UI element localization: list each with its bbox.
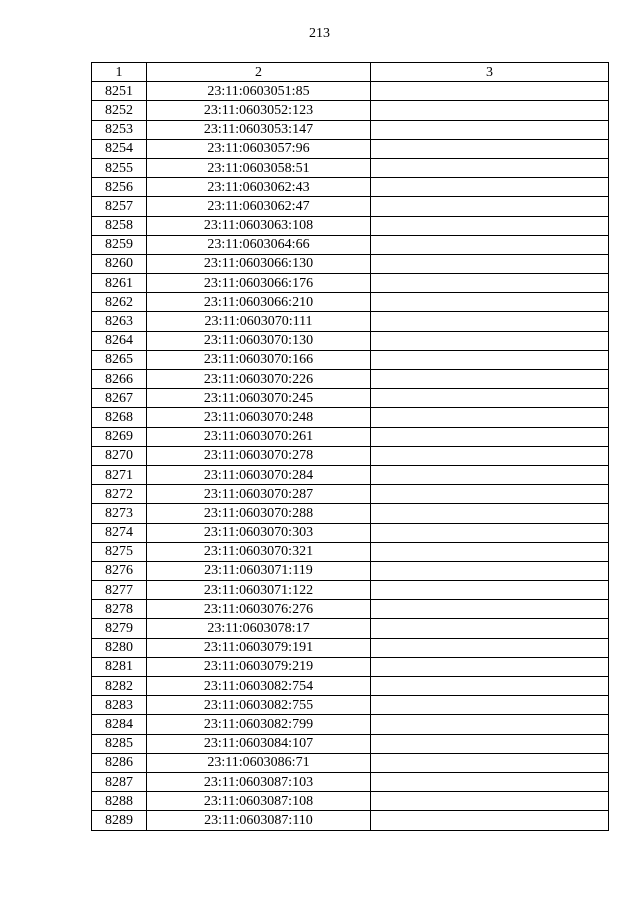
table-row [92,792,609,811]
table-row [92,600,609,619]
cadastral-number-cell: 23:11:0603084:107 [147,734,371,753]
row-number-cell: 8255 [92,158,147,177]
row-number-cell: 8253 [92,120,147,139]
note-cell [371,350,609,369]
row-number-cell: 8260 [92,254,147,273]
note-cell [371,696,609,715]
row-number-cell: 8267 [92,389,147,408]
note-cell [371,561,609,580]
table-row [92,619,609,638]
header-row [92,63,609,82]
cadastral-number-cell: 23:11:0603051:85 [147,82,371,101]
cadastral-number-cell: 23:11:0603070:226 [147,370,371,389]
table-row [92,715,609,734]
row-number-cell: 8268 [92,408,147,427]
row-number-cell: 8259 [92,235,147,254]
note-cell [371,465,609,484]
row-number-cell: 8277 [92,581,147,600]
note-cell [371,254,609,273]
cadastral-number-cell: 23:11:0603071:122 [147,581,371,600]
row-number-cell: 8262 [92,293,147,312]
cadastral-number-cell: 23:11:0603082:754 [147,677,371,696]
note-cell [371,158,609,177]
row-number-cell: 8266 [92,370,147,389]
cadastral-number-cell: 23:11:0603070:284 [147,465,371,484]
row-number-cell: 8276 [92,561,147,580]
cadastral-number-cell: 23:11:0603066:210 [147,293,371,312]
note-cell [371,638,609,657]
cadastral-number-cell: 23:11:0603087:103 [147,772,371,791]
table-row [92,139,609,158]
row-number-cell: 8289 [92,811,147,830]
table-row [92,350,609,369]
cadastral-number-cell: 23:11:0603053:147 [147,120,371,139]
row-number-cell: 8281 [92,657,147,676]
note-cell [371,293,609,312]
cadastral-number-cell: 23:11:0603070:245 [147,389,371,408]
cadastral-table [91,62,609,831]
table-row [92,178,609,197]
cadastral-number-cell: 23:11:0603070:303 [147,523,371,542]
cadastral-number-cell: 23:11:0603071:119 [147,561,371,580]
row-number-cell: 8261 [92,274,147,293]
table-row [92,427,609,446]
row-number-cell: 8275 [92,542,147,561]
table-row [92,120,609,139]
note-cell [371,235,609,254]
cadastral-number-cell: 23:11:0603076:276 [147,600,371,619]
row-number-cell: 8256 [92,178,147,197]
table-row [92,235,609,254]
table-row [92,158,609,177]
row-number-cell: 8278 [92,600,147,619]
note-cell [371,82,609,101]
table-row [92,523,609,542]
cadastral-number-cell: 23:11:0603057:96 [147,139,371,158]
cadastral-number-cell: 23:11:0603070:166 [147,350,371,369]
table-row [92,408,609,427]
note-cell [371,677,609,696]
note-cell [371,178,609,197]
cadastral-number-cell: 23:11:0603058:51 [147,158,371,177]
cadastral-number-cell: 23:11:0603070:261 [147,427,371,446]
table-row [92,696,609,715]
note-cell [371,370,609,389]
note-cell [371,427,609,446]
cadastral-number-cell: 23:11:0603086:71 [147,753,371,772]
cadastral-number-cell: 23:11:0603070:321 [147,542,371,561]
table-row [92,389,609,408]
row-number-cell: 8272 [92,485,147,504]
row-number-cell: 8258 [92,216,147,235]
row-number-cell: 8270 [92,446,147,465]
cadastral-number-cell: 23:11:0603070:278 [147,446,371,465]
table-row [92,638,609,657]
note-cell [371,600,609,619]
table-row [92,734,609,753]
cadastral-number-cell: 23:11:0603070:111 [147,312,371,331]
row-number-cell: 8283 [92,696,147,715]
note-cell [371,389,609,408]
table-row [92,312,609,331]
table-row [92,753,609,772]
row-number-cell: 8265 [92,350,147,369]
cadastral-number-cell: 23:11:0603070:288 [147,504,371,523]
note-cell [371,542,609,561]
row-number-cell: 8271 [92,465,147,484]
note-cell [371,197,609,216]
table-row [92,485,609,504]
note-cell [371,734,609,753]
note-cell [371,811,609,830]
note-cell [371,485,609,504]
row-number-cell: 8257 [92,197,147,216]
cadastral-number-cell: 23:11:0603070:130 [147,331,371,350]
note-cell [371,772,609,791]
row-number-cell: 8286 [92,753,147,772]
note-cell [371,312,609,331]
note-cell [371,274,609,293]
note-cell [371,792,609,811]
note-cell [371,216,609,235]
row-number-cell: 8263 [92,312,147,331]
row-number-cell: 8274 [92,523,147,542]
cadastral-number-cell: 23:11:0603082:755 [147,696,371,715]
note-cell [371,523,609,542]
table-row [92,446,609,465]
table-row [92,504,609,523]
cadastral-number-cell: 23:11:0603078:17 [147,619,371,638]
note-cell [371,619,609,638]
cadastral-number-cell: 23:11:0603082:799 [147,715,371,734]
row-number-cell: 8273 [92,504,147,523]
table-body [92,82,609,830]
table-row [92,561,609,580]
row-number-cell: 8264 [92,331,147,350]
table-row [92,677,609,696]
table-row [92,274,609,293]
row-number-cell: 8254 [92,139,147,158]
table-row [92,293,609,312]
row-number-cell: 8279 [92,619,147,638]
row-number-cell: 8285 [92,734,147,753]
row-number-cell: 8287 [92,772,147,791]
cadastral-number-cell: 23:11:0603066:130 [147,254,371,273]
cadastral-number-cell: 23:11:0603066:176 [147,274,371,293]
cadastral-number-cell: 23:11:0603087:108 [147,792,371,811]
note-cell [371,446,609,465]
column-header-2: 2 [147,63,371,82]
table-row [92,197,609,216]
cadastral-number-cell: 23:11:0603064:66 [147,235,371,254]
table-row [92,254,609,273]
table-row [92,657,609,676]
note-cell [371,331,609,350]
table-row [92,542,609,561]
table-row [92,331,609,350]
table-row [92,101,609,120]
row-number-cell: 8282 [92,677,147,696]
note-cell [371,753,609,772]
cadastral-number-cell: 23:11:0603070:248 [147,408,371,427]
table-row [92,811,609,830]
note-cell [371,120,609,139]
note-cell [371,139,609,158]
table-row [92,82,609,101]
column-header-3: 3 [371,63,609,82]
table-row [92,772,609,791]
note-cell [371,715,609,734]
cadastral-number-cell: 23:11:0603063:108 [147,216,371,235]
page-number: 213 [309,26,330,41]
column-header-1: 1 [92,63,147,82]
note-cell [371,504,609,523]
cadastral-number-cell: 23:11:0603070:287 [147,485,371,504]
note-cell [371,101,609,120]
row-number-cell: 8288 [92,792,147,811]
table-row [92,465,609,484]
note-cell [371,408,609,427]
note-cell [371,657,609,676]
cadastral-number-cell: 23:11:0603062:43 [147,178,371,197]
note-cell [371,581,609,600]
cadastral-number-cell: 23:11:0603062:47 [147,197,371,216]
table-row [92,370,609,389]
cadastral-number-cell: 23:11:0603087:110 [147,811,371,830]
row-number-cell: 8284 [92,715,147,734]
table-row [92,216,609,235]
row-number-cell: 8252 [92,101,147,120]
row-number-cell: 8280 [92,638,147,657]
cadastral-number-cell: 23:11:0603079:191 [147,638,371,657]
row-number-cell: 8269 [92,427,147,446]
table-row [92,581,609,600]
cadastral-number-cell: 23:11:0603052:123 [147,101,371,120]
cadastral-number-cell: 23:11:0603079:219 [147,657,371,676]
row-number-cell: 8251 [92,82,147,101]
